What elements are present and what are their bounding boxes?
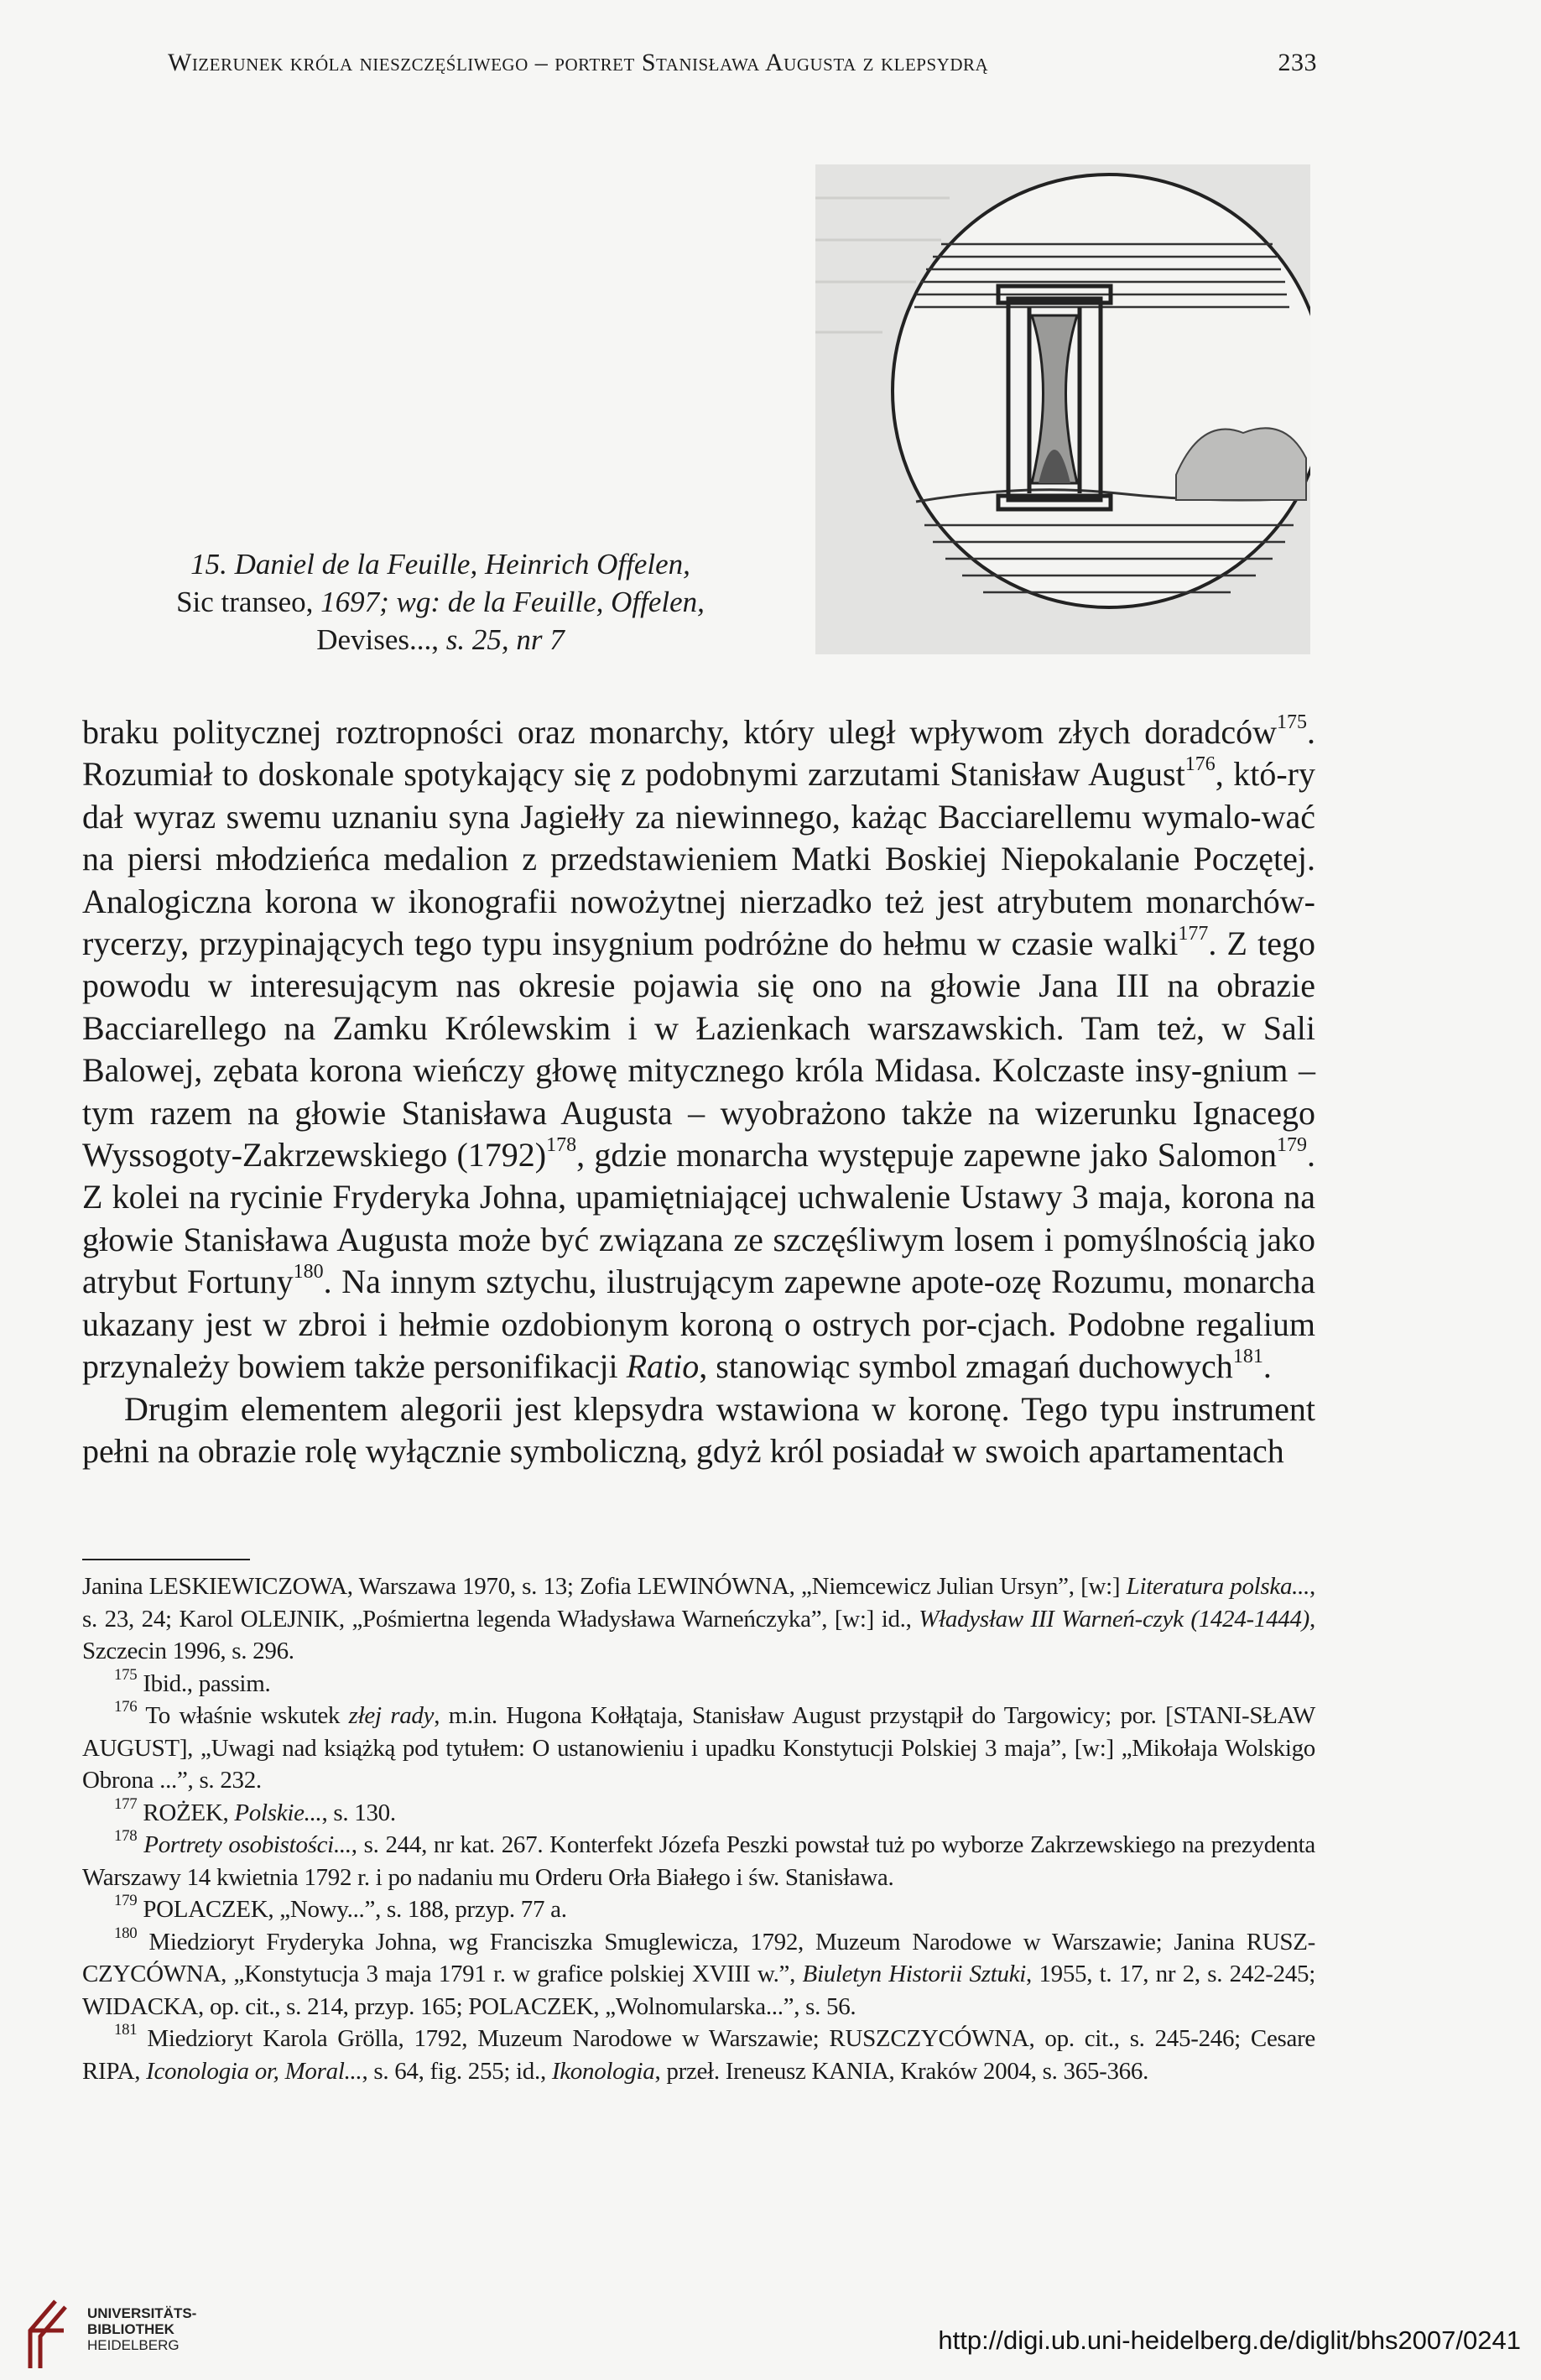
footnote-180: $^{180}$ Miedzioryt Fryderyka Johna, wg Franciszka Smuglewicza, 1792, Muzeum Narodowe w Warszawie; Janina RUSZ-CZYCÓWNA, „Konstytucja 3 maja 1791 r. w grafice polskiej XVIII w.”, Biuletyn Historii Sztuki, 1955, t. 17, nr 2, s. 242-245; WIDACKA, op. cit., s. 214, przyp. 165; POLACZEK, „Wolnomularska...”, s. 56. [82, 1924, 1316, 2020]
footnote-ref[interactable]: 178 [546, 1134, 577, 1157]
running-header [168, 49, 1317, 77]
hourglass-engraving [815, 164, 1310, 654]
footnote-179: $^{179}$ POLACZEK, „Nowy...”, s. 188, przyp. 77 a. [114, 1891, 567, 1923]
caption-text: s. 25, nr 7 [439, 623, 565, 656]
paragraph: braku politycznej roztropności oraz monarchy, który uległ wpływom złych doradców$^{175}$. Rozumiał to doskonale spotykający się z podobnymi zarzutami Stanisław August$^{176}$, któ-ry dał wyraz swemu uznaniu syna Jagiełły za niewinnego, każąc Bacciarellemu wymalo-wać na piersi młodzieńca medalion z przedstawieniem Matki Boskiej Niepokalanie Poczętej. Analogiczna korona w ikonografii nowożytnej nierzadko też jest atrybutem monarchów-rycerzy, przypinających tego typu insygnium podróżne do hełmu w czasie walki$^{177}$. Z tego powodu w interesującym nas okresie pojawia się ono na głowie Jana III na obrazie Bacciarellego na Zamku Królewskim i w Łazienkach warszawskich. Tam też, w Sali Balowej, zębata korona wieńczy głowę mitycznego króla Midasa. Kolczaste insy-gnium – tym razem na głowie Stanisława Augusta – wyobrażono także na wizerunku Ignacego Wyssogoty-Zakrzewskiego $(1792)^{178}$, gdzie monarcha występuje zapewne jako Salomon$^{179}$. Z kolei na rycinie Fryderyka Johna, upamiętniającej uchwalenie Ustawy 3 maja, korona na głowie Stanisława Augusta może być związana ze szczęśliwym losem i pomyślnością jako atrybut Fortuny$^{180}$. Na innym sztychu, ilustrującym zapewne apote-ozę Rozumu, monarcha ukazany jest w zbroi i hełmie ozdobionym koroną o ostrych por-cjach. Podobne regalium przynależy bowiem także personifikacji Ratio, stanowiąc symbol zmagań duchowych$^{181}$. [82, 711, 1316, 1386]
caption-title: Sic transeo, [176, 586, 314, 618]
footnotes [82, 1570, 1315, 2087]
footnote-176: $^{176}$ To właśnie wskutek złej rady, m.in. Hugona Kołłątaja, Stanisław August przystąpił do Targowicy; por. [STANI-SŁAW AUGUST], „Uwagi nad książką pod tytułem: O ustanowieniu i upadku Konstytucji Polskiej 3 maja”, [w:] „Mikołaja Wolskigo Obrona ...”, s. 232. [82, 1697, 1315, 1794]
figure-caption [117, 545, 763, 659]
footnote-ref[interactable]: 179 [1277, 1134, 1307, 1157]
footnote-175: $^{175}$ Ibid., passim. [114, 1665, 271, 1697]
footnote-continuation: Janina LESKIEWICZOWA, Warszawa 1970, s. 13; Zofia LEWINÓWNA, „Niemcewicz Julian Ursyn”, [w:] Literatura polska..., s. 23, 24; Karol OLEJNIK, „Pośmiertna legenda Władysława Warneńczyka”, [w:] id., Władysław III Warneń-czyk (1424-1444), Szczecin 1996, s. 296. [82, 1573, 1315, 1664]
caption-line [117, 621, 763, 659]
footnote-ref[interactable]: 181 [1232, 1346, 1263, 1368]
main-text [82, 711, 1315, 1472]
caption-source: Devises..., [316, 623, 440, 656]
footnote-181: $^{181}$ Miedzioryt Karola Grölla, 1792, Muzeum Narodowe w Warszawie; RUSZCZYCÓWNA, op. cit., s. 245-246; Cesare RIPA, Iconologia or, Moral..., s. 64, fig. 255; id., Ikonologia, przeł. Ireneusz KANIA, Kraków 2004, s. 365-366. [82, 2020, 1315, 2085]
library-logo-icon [13, 2297, 81, 2372]
caption-line: 15. Daniel de la Feuille, Heinrich Offelen, [190, 548, 690, 581]
source-url[interactable]: http://digi.ub.uni-heidelberg.de/diglit/bhs2007/0241 [938, 2325, 1521, 2355]
footnote-178: $^{178}$ Portrety osobistości..., s. 244, nr kat. 267. Konterfekt Józefa Peszki powstał tuż po wyborze Zakrzewskiego na prezydenta Warszawy 14 kwietnia 1792 r. i po nadaniu mu Orderu Orła Białego i św. Stanisława. [82, 1826, 1316, 1891]
caption-text: 1697; wg: de la Feuille, Offelen, [313, 586, 705, 618]
caption-line [117, 583, 763, 621]
footnote-177: $^{177}$ ROŻEK, Polskie..., s. 130. [114, 1794, 396, 1826]
footnote-ref[interactable]: 175 [1277, 711, 1307, 733]
footnote-ref[interactable]: 180 [293, 1261, 324, 1284]
footnote-divider [82, 1559, 250, 1560]
page-number: 233 [1278, 49, 1317, 76]
figure-image [815, 164, 1310, 654]
footnote-ref[interactable]: 176 [1184, 753, 1216, 776]
library-name: UNIVERSITÄTS- BIBLIOTHEK HEIDELBERG [87, 2305, 197, 2353]
running-title: Wizerunek króla nieszczęśliwego – portret Stanisława Augusta z klepsydrą [168, 49, 989, 76]
paragraph: Drugim elementem alegorii jest klepsydra wstawiona w koronę. Tego typu instrument pełni na obrazie rolę wyłącznie symboliczną, gdyż król posiadał w swoich apartamentach [82, 1389, 1315, 1470]
footnote-ref[interactable]: 177 [1178, 923, 1209, 945]
